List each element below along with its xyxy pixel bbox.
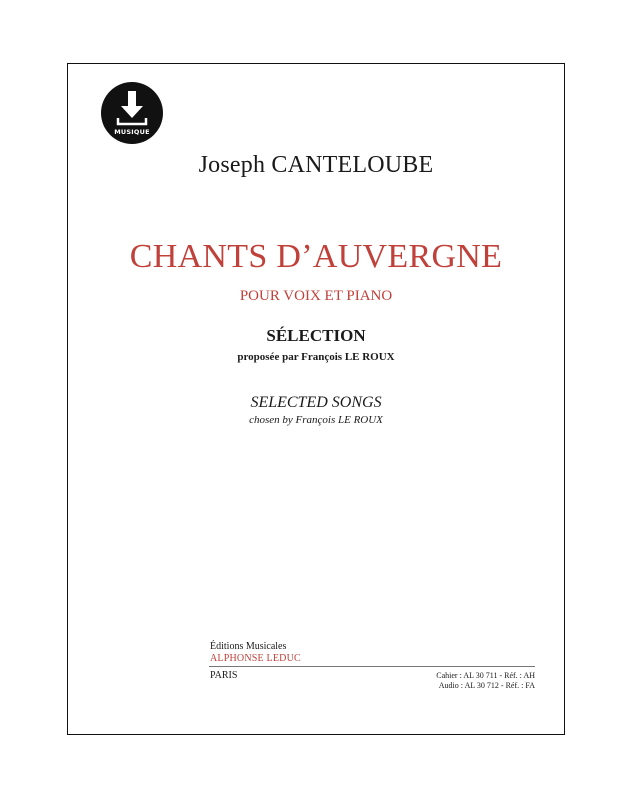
composer-name: Joseph CANTELOUBE xyxy=(198,152,434,178)
english-credit: chosen by François LE ROUX xyxy=(249,414,383,426)
selection-heading: SÉLECTION xyxy=(266,326,366,345)
work-title: CHANTS D’AUVERGNE xyxy=(129,238,503,275)
selection-credit: proposée par François LE ROUX xyxy=(237,351,395,363)
publisher-divider xyxy=(209,666,535,667)
work-subtitle: POUR VOIX ET PIANO xyxy=(239,288,393,304)
reference-audio: Audio : AL 30 712 - Réf. : FA xyxy=(438,681,535,690)
publisher-name: ALPHONSE LEDUC xyxy=(210,653,301,664)
editions-label: Éditions Musicales xyxy=(210,641,287,652)
publisher-city: PARIS xyxy=(210,670,238,681)
badge-label: MUSIQUE xyxy=(114,128,150,136)
english-heading: SELECTED SONGS xyxy=(250,394,382,411)
reference-score: Cahier : AL 30 711 - Réf. : AH xyxy=(436,671,535,680)
music-download-badge xyxy=(101,82,163,144)
